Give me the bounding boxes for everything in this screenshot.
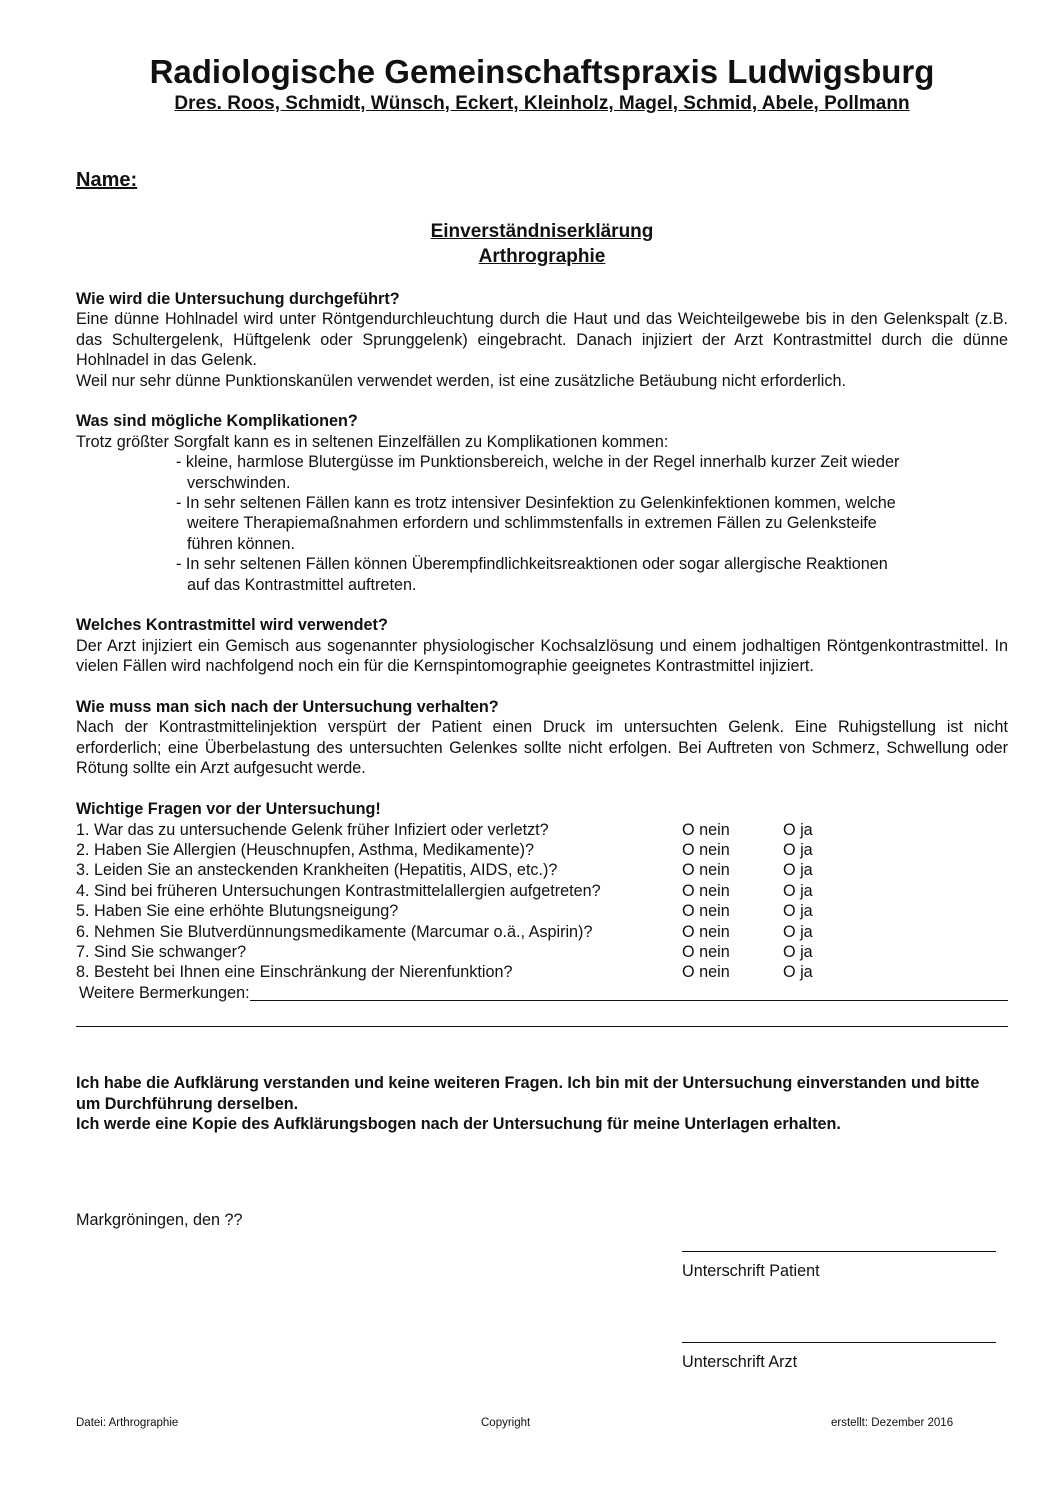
answer-no-option[interactable]: O nein — [682, 861, 730, 880]
answer-yes-option[interactable]: O ja — [783, 861, 813, 880]
answer-no-option[interactable]: O nein — [682, 922, 730, 941]
questions-list — [76, 820, 1008, 983]
answer-yes-option[interactable]: O ja — [783, 820, 813, 839]
question-row — [76, 820, 1008, 840]
footer-copyright: Copyright — [481, 1417, 531, 1429]
answer-yes-option[interactable]: O ja — [783, 922, 813, 941]
doctor-signature-label: Unterschrift Arzt — [682, 1353, 798, 1371]
remarks-line[interactable] — [250, 983, 1008, 1001]
question-row — [76, 860, 1008, 880]
question-text: 6. Nehmen Sie Blutverdünnungsmedikamente (Marcumar o.ä., Aspirin)? — [76, 922, 593, 941]
question-row — [76, 840, 1008, 860]
copy-statement: Ich werde eine Kopie des Aufklärungsbogen nach der Untersuchung für meine Unterlagen erhalten. — [76, 1114, 841, 1133]
section-heading: Wie muss man sich nach der Untersuchung verhalten? — [76, 698, 499, 717]
question-text: 7. Sind Sie schwanger? — [76, 942, 247, 961]
doctors-list: Dres. Roos, Schmidt, Wünsch, Eckert, Kleinholz, Magel, Schmid, Abele, Pollmann — [174, 93, 910, 114]
section-heading: Wichtige Fragen vor der Untersuchung! — [76, 800, 381, 819]
form-body — [76, 289, 1008, 1134]
place-date: Markgröningen, den ?? — [76, 1211, 243, 1229]
practice-title: Radiologische Gemeinschaftspraxis Ludwigsburg — [149, 53, 935, 90]
answer-yes-option[interactable]: O ja — [783, 881, 813, 900]
question-row — [76, 922, 1008, 942]
answer-yes-option[interactable]: O ja — [783, 942, 813, 961]
footer-created: erstellt: Dezember 2016 — [831, 1417, 954, 1429]
form-title-line1: Einverständniserklärung — [430, 221, 654, 242]
answer-yes-option[interactable]: O ja — [783, 963, 813, 982]
answer-no-option[interactable]: O nein — [682, 840, 730, 859]
patient-signature-label: Unterschrift Patient — [682, 1262, 820, 1280]
consent-statement: Ich habe die Aufklärung verstanden und keine weiteren Fragen. Ich bin mit der Untersuchung einverstanden und bitte um Durchführung derselben. — [76, 1074, 980, 1113]
section-heading: Welches Kontrastmittel wird verwendet? — [76, 616, 388, 635]
answer-no-option[interactable]: O nein — [682, 820, 730, 839]
question-text: 4. Sind bei früheren Untersuchungen Kontrastmittelallergien aufgetreten? — [76, 881, 601, 900]
section-heading: Wie wird die Untersuchung durchgeführt? — [76, 290, 400, 308]
list-item: - kleine, harmlose Blutergüsse im Punktionsbereich, welche in der Regel innerhalb kurzer Zeit wieder verschwinden. — [176, 453, 900, 492]
answer-yes-option[interactable]: O ja — [783, 840, 813, 859]
answer-yes-option[interactable]: O ja — [783, 902, 813, 921]
question-text: 8. Besteht bei Ihnen eine Einschränkung der Nierenfunktion? — [76, 963, 513, 982]
answer-no-option[interactable]: O nein — [682, 902, 730, 921]
patient-signature-line[interactable] — [682, 1250, 996, 1252]
section-paragraph: Der Arzt injiziert ein Gemisch aus sogenannter physiologischer Kochsalzlösung und einem jodhaltigen Röntgenkontrastmittel. In vielen Fällen wird nachfolgend noch ein für die Kernspintomographie geeignetes Kontrastmittel injiziert. — [76, 636, 1008, 676]
question-text: 1. War das zu untersuchende Gelenk früher Infiziert oder verletzt? — [76, 820, 549, 839]
question-text: 3. Leiden Sie an ansteckenden Krankheiten (Hepatitis, AIDS, etc.)? — [76, 861, 558, 880]
remarks-label: Weitere Bermerkungen: — [79, 983, 250, 1002]
form-title — [76, 219, 1008, 269]
remarks-field[interactable] — [79, 983, 1008, 1003]
answer-no-option[interactable]: O nein — [682, 881, 730, 900]
question-row — [76, 901, 1008, 921]
section-paragraph: Weil nur sehr dünne Punktionskanülen verwendet werden, ist eine zusätzliche Betäubung nicht erforderlich. — [76, 371, 846, 390]
name-label: Name: — [76, 169, 138, 191]
question-row — [76, 962, 1008, 982]
answer-no-option[interactable]: O nein — [682, 963, 730, 982]
question-row — [76, 881, 1008, 901]
footer-file: Datei: Arthrographie — [76, 1417, 179, 1429]
list-item: - In sehr seltenen Fällen können Überempfindlichkeitsreaktionen oder sogar allergische Reaktionen auf das Kontrastmittel auftreten. — [176, 555, 888, 594]
document-page — [76, 52, 1008, 1133]
section-paragraph: Nach der Kontrastmittelinjektion verspürt der Patient einen Druck im untersuchten Gelenk. Eine Ruhigstellung ist nicht erforderlich; eine Überbelastung des untersuchten Gelenkes sollte nicht erfolgen. Bei Auftreten von Schmerz, Schwellung oder Rötung sollte ein Arzt aufgesucht werde. — [76, 718, 1008, 778]
form-title-line2: Arthrographie — [478, 246, 606, 267]
answer-no-option[interactable]: O nein — [682, 942, 730, 961]
question-text: 5. Haben Sie eine erhöhte Blutungsneigung? — [76, 902, 399, 921]
question-row — [76, 942, 1008, 962]
doctor-signature-line[interactable] — [682, 1341, 996, 1343]
complications-list — [176, 452, 906, 595]
section-paragraph: Eine dünne Hohlnadel wird unter Röntgendurchleuchtung durch die Haut und das Weichteilgewebe bis in den Gelenkspalt (z.B. das Schultergelenk, Hüftgelenk oder Sprunggelenk) eingebracht. Danach injiziert der Arzt Kontrastmittel durch die dünne Hohlnadel in das Gelenk. — [76, 310, 1008, 370]
section-paragraph: Trotz größter Sorgfalt kann es in seltenen Einzelfällen zu Komplikationen kommen: — [76, 432, 669, 451]
question-text: 2. Haben Sie Allergien (Heuschnupfen, Asthma, Medikamente)? — [76, 840, 535, 859]
section-heading: Was sind mögliche Komplikationen? — [76, 412, 358, 431]
list-item: - In sehr seltenen Fällen kann es trotz intensiver Desinfektion zu Gelenkinfektionen kommen, welche weitere Therapiemaßnahmen erfordern und schlimmstenfalls in extremen Fällen zu Gelenksteife führen können. — [176, 494, 896, 553]
